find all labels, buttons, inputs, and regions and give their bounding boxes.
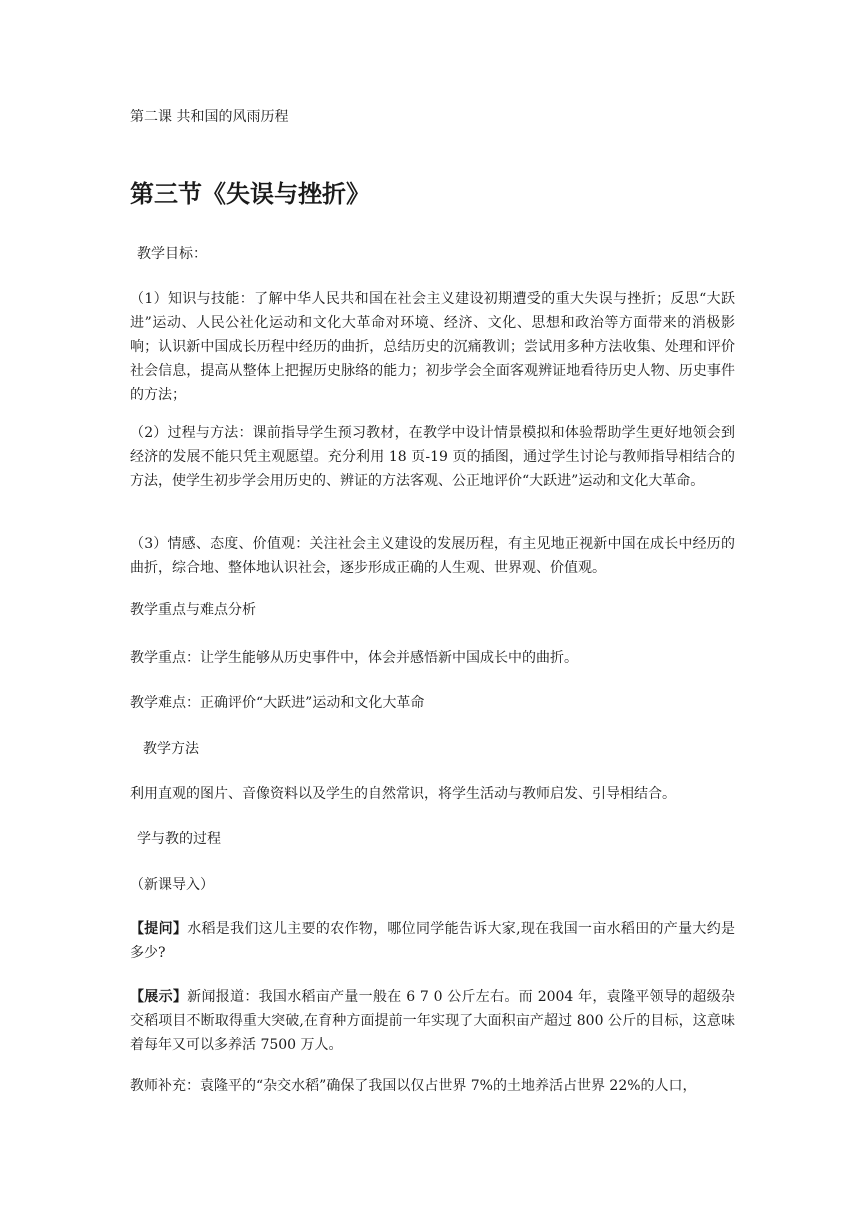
- objective-emotion: （3）情感、态度、价值观：关注社会主义建设的发展历程，有主见地正视新中国在成长中经历的曲折，综合地、整体地认识社会，逐步形成正确的人生观、世界观、价值观。: [130, 536, 735, 576]
- key-points-heading: 教学重点与难点分析: [130, 602, 256, 618]
- lesson-header: 第二课 共和国的风雨历程: [130, 109, 289, 125]
- key-point: 教学重点：让学生能够从历史事件中，体会并感悟新中国成长中的曲折。: [130, 650, 578, 666]
- question-paragraph: [130, 917, 735, 965]
- display-paragraph: [130, 985, 735, 1057]
- section-title: 第三节《失误与挫折》: [130, 180, 370, 208]
- question-text: 水稻是我们这儿主要的农作物，哪位同学能告诉大家,现在我国一亩水稻田的产量大约是多少?: [130, 921, 736, 961]
- method-heading: 教学方法: [143, 741, 199, 757]
- question-tag: 【提问】: [130, 921, 188, 937]
- display-tag: 【展示】: [130, 989, 188, 1005]
- intro-label: （新课导入）: [130, 877, 214, 893]
- objectives-heading: 教学目标：: [137, 246, 207, 262]
- display-text: 新闻报道：我国水稻亩产量一般在 6 7 0 公斤左右。而 2004 年，袁隆平领导的超级杂交稻项目不断取得重大突破,在育种方面提前一年实现了大面积亩产超过 800 公斤的目标，这意味着每年又可以多养活 7500 万人。: [130, 989, 735, 1053]
- objective-process: （2）过程与方法：课前指导学生预习教材，在教学中设计情景模拟和体验帮助学生更好地领会到经济的发展不能只凭主观愿望。充分利用 18 页-19 页的插图，通过学生讨论与教师指导相结合的方法，使学生初步学会用历史的、辨证的方法客观、公正地评价“大跃进”运动和文化大革命。: [130, 425, 735, 489]
- process-heading: 学与教的过程: [137, 831, 221, 847]
- objective-knowledge: （1）知识与技能：了解中华人民共和国在社会主义建设初期遭受的重大失误与挫折；反思“大跃进”运动、人民公社化运动和文化大革命对环境、经济、文化、思想和政治等方面带来的消极影响；认识新中国成长历程中经历的曲折，总结历史的沉痛教训；尝试用多种方法收集、处理和评价社会信息，提高从整体上把握历史脉络的能力；初步学会全面客观辨证地看待历史人物、历史事件的方法；: [130, 291, 735, 403]
- teacher-note: 教师补充：袁隆平的“杂交水稻”确保了我国以仅占世界 7%的土地养活占世界 22%的人口，: [130, 1078, 697, 1094]
- difficult-point: 教学难点：正确评价“大跃进”运动和文化大革命: [130, 695, 425, 711]
- method-text: 利用直观的图片、音像资料以及学生的自然常识，将学生活动与教师启发、引导相结合。: [130, 786, 676, 802]
